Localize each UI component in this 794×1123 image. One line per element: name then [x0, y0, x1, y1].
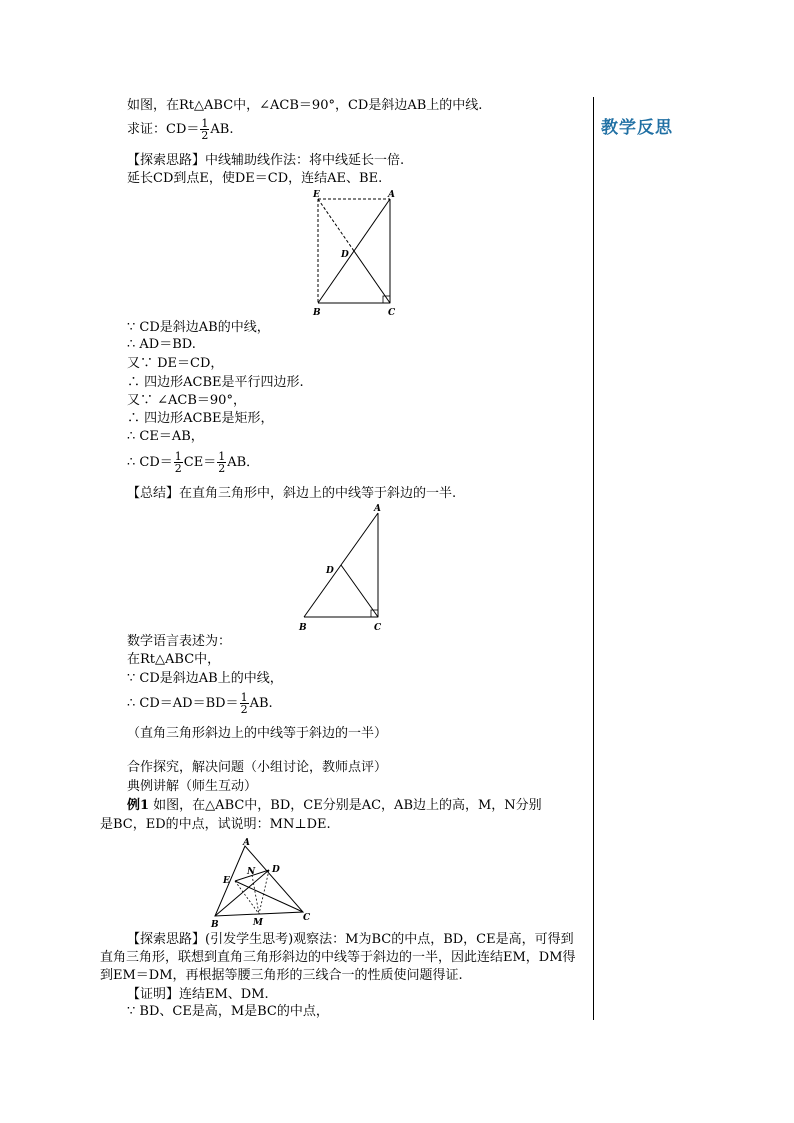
segment-ed — [318, 199, 354, 251]
label-e: E — [223, 876, 230, 886]
text-line: ∵ CD是斜边AB上的中线， — [127, 671, 283, 686]
fraction-numerator: 1 — [174, 450, 182, 463]
text-span: ∴ CD＝AD＝BD＝ — [127, 696, 239, 711]
text-line: 如图，在Rt△ABC中，∠ACB＝90°，CD是斜边AB上的中线. — [127, 98, 483, 113]
label-n: N — [247, 867, 256, 877]
text-line: ∴ AD＝BD. — [127, 337, 196, 352]
text-line: 在Rt△ABC中， — [127, 652, 221, 667]
text-line: 【探索思路】中线辅助线作法：将中线延长一倍. — [127, 153, 405, 168]
text-span: 求证：CD＝ — [127, 122, 200, 137]
label-m: M — [253, 918, 263, 928]
text-span: 如图，在△ABC中，BD，CE分别是AC，AB边上的高，M，N分别 — [149, 798, 542, 813]
fraction-half — [240, 692, 249, 715]
altitude-ce — [235, 881, 303, 912]
fraction-denominator: 2 — [174, 462, 182, 475]
text-span: AB． — [227, 455, 260, 470]
label-c: C — [374, 623, 382, 633]
label-d: D — [272, 865, 280, 875]
label-d: D — [326, 566, 334, 576]
text-line-proof-goal — [127, 118, 233, 141]
segment-dc — [354, 251, 390, 303]
label-b: B — [211, 920, 219, 930]
text-line: 数学语言表述为： — [127, 634, 232, 649]
text-span: ∴ CD＝ — [127, 455, 173, 470]
text-line: ∴ 四边形ACBE是平行四边形. — [127, 375, 304, 390]
figure-triangle-altitudes — [207, 838, 317, 930]
fraction-denominator: 2 — [218, 462, 226, 475]
fraction-numerator: 1 — [240, 691, 248, 704]
text-line: 到EM＝DM，再根据等腰三角形的三线合一的性质使问题得证. — [100, 968, 463, 983]
text-line-equation — [127, 451, 259, 474]
fraction-numerator: 1 — [201, 117, 209, 130]
text-line: （直角三角形斜边上的中线等于斜边的一半） — [127, 726, 388, 741]
text-line: 【证明】连结EM、DM. — [127, 987, 269, 1002]
fraction-half — [200, 118, 209, 141]
label-b: B — [313, 308, 321, 317]
fraction-numerator: 1 — [218, 450, 226, 463]
text-line: 【探索思路】(引发学生思考)观察法：M为BC的中点，BD，CE是高，可得到 — [127, 932, 574, 947]
text-span: AB. — [210, 122, 234, 137]
fraction-denominator: 2 — [201, 129, 209, 142]
label-a: A — [243, 838, 250, 848]
text-span: AB. — [249, 696, 273, 711]
text-line: 是BC，ED的中点，试说明：MN⊥DE. — [100, 817, 331, 832]
label-c: C — [388, 308, 396, 317]
label-b: B — [299, 623, 307, 633]
fraction-denominator: 2 — [240, 703, 248, 716]
text-line: 又∵ ∠ACB＝90°， — [127, 393, 246, 408]
label-a: A — [374, 504, 381, 514]
text-line: ∵ CD是斜边AB的中线， — [127, 320, 270, 335]
text-line: ∵ BD、CE是高，M是BC的中点， — [127, 1004, 329, 1019]
side-title-teaching-reflection: 教学反思 — [601, 118, 673, 138]
text-line: 又∵ DE＝CD， — [127, 356, 224, 371]
text-line: 延长CD到点E，使DE＝CD，连结AE、BE. — [127, 171, 383, 186]
text-line-summary: 【总结】在直角三角形中，斜边上的中线等于斜边的一半. — [127, 486, 457, 501]
column-divider — [593, 97, 594, 1020]
example-label: 例1 — [127, 798, 150, 813]
figure-rectangle-acbe — [310, 189, 402, 317]
text-line: ∴ 四边形ACBE是矩形， — [127, 411, 274, 426]
text-span: CE＝ — [183, 455, 217, 470]
text-line: 典例讲解（师生互动） — [127, 779, 258, 794]
text-line-example — [127, 798, 542, 814]
fraction-half — [217, 451, 226, 474]
text-line: 直角三角形，联想到直角三角形斜边的中线等于斜边的一半，因此连结EM，DM得 — [100, 950, 576, 965]
label-e: E — [313, 190, 320, 200]
text-line: 合作探究，解决问题（小组讨论，教师点评） — [127, 760, 388, 775]
figure-right-triangle — [296, 503, 388, 635]
fraction-half — [174, 451, 183, 474]
text-line-equation — [127, 692, 273, 715]
label-a: A — [388, 190, 395, 200]
segment-dc — [341, 565, 378, 617]
label-c: C — [303, 913, 311, 923]
label-d: D — [341, 250, 349, 260]
text-line: ∴ CE＝AB， — [127, 429, 204, 444]
